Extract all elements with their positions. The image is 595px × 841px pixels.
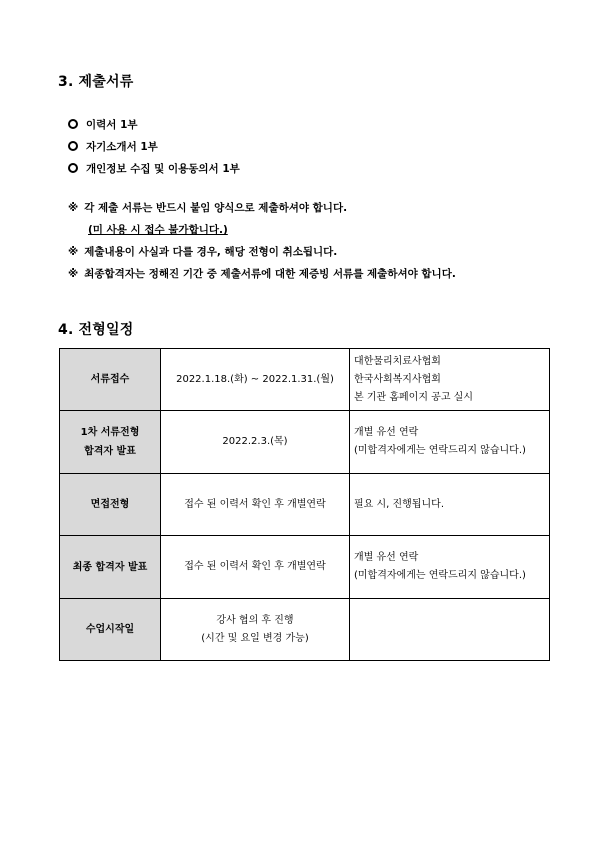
note-item: [68, 263, 456, 285]
row-label: 최종 합격자 발표: [60, 536, 161, 599]
note-text: 각 제출 서류는 반드시 붙임 양식으로 제출하셔야 합니다.: [84, 202, 348, 214]
schedule-cell: 접수 된 이력서 확인 후 개별연락: [161, 474, 350, 536]
note-subtext: (미 사용 시 접수 불가합니다.): [88, 224, 228, 236]
schedule-cell: 2022.2.3.(목): [161, 411, 350, 474]
table-row: [60, 349, 550, 411]
schedule-cell: 2022.1.18.(화) ~ 2022.1.31.(월): [161, 349, 350, 411]
note-cell: 개별 유선 연락 (미합격자에게는 연락드리지 않습니다.): [350, 411, 550, 474]
note-item: [68, 241, 456, 263]
document-label: 개인정보 수집 및 이용동의서 1부: [86, 162, 240, 175]
list-item: [68, 113, 240, 135]
row-label: 수업시작일: [60, 599, 161, 661]
note-cell: [350, 599, 550, 661]
list-item: [68, 135, 240, 157]
document-label: 자기소개서 1부: [86, 140, 158, 153]
row-label: 서류접수: [60, 349, 161, 411]
section-4-title: 4. 전형일정: [58, 322, 134, 338]
row-label: 면접전형: [60, 474, 161, 536]
schedule-cell: 강사 협의 후 진행 (시간 및 요일 변경 가능): [161, 599, 350, 661]
table-row: [60, 536, 550, 599]
table-row: [60, 599, 550, 661]
notes-list: [68, 197, 456, 285]
reference-mark-icon: ※: [68, 268, 79, 280]
reference-mark-icon: ※: [68, 246, 79, 258]
circle-bullet-icon: [68, 119, 78, 129]
note-cell: 필요 시, 진행됩니다.: [350, 474, 550, 536]
note-text: 최종합격자는 정해진 기간 중 제출서류에 대한 제증빙 서류를 제출하셔야 합니다.: [84, 268, 456, 280]
note-cell: 대한물리치료사협회 한국사회복지사협회 본 기관 홈페이지 공고 실시: [350, 349, 550, 411]
reference-mark-icon: ※: [68, 202, 79, 214]
schedule-table: [59, 348, 550, 661]
section-3-title: 3. 제출서류: [58, 74, 134, 90]
required-documents-list: [68, 113, 240, 179]
document-label: 이력서 1부: [86, 118, 138, 131]
circle-bullet-icon: [68, 163, 78, 173]
note-text: 제출내용이 사실과 다를 경우, 해당 전형이 취소됩니다.: [84, 246, 338, 258]
table-row: [60, 411, 550, 474]
list-item: [68, 157, 240, 179]
row-label: 1차 서류전형 합격자 발표: [60, 411, 161, 474]
schedule-cell: 접수 된 이력서 확인 후 개별연락: [161, 536, 350, 599]
note-item: [68, 197, 456, 219]
circle-bullet-icon: [68, 141, 78, 151]
note-cell: 개별 유선 연락 (미합격자에게는 연락드리지 않습니다.): [350, 536, 550, 599]
table-row: [60, 474, 550, 536]
